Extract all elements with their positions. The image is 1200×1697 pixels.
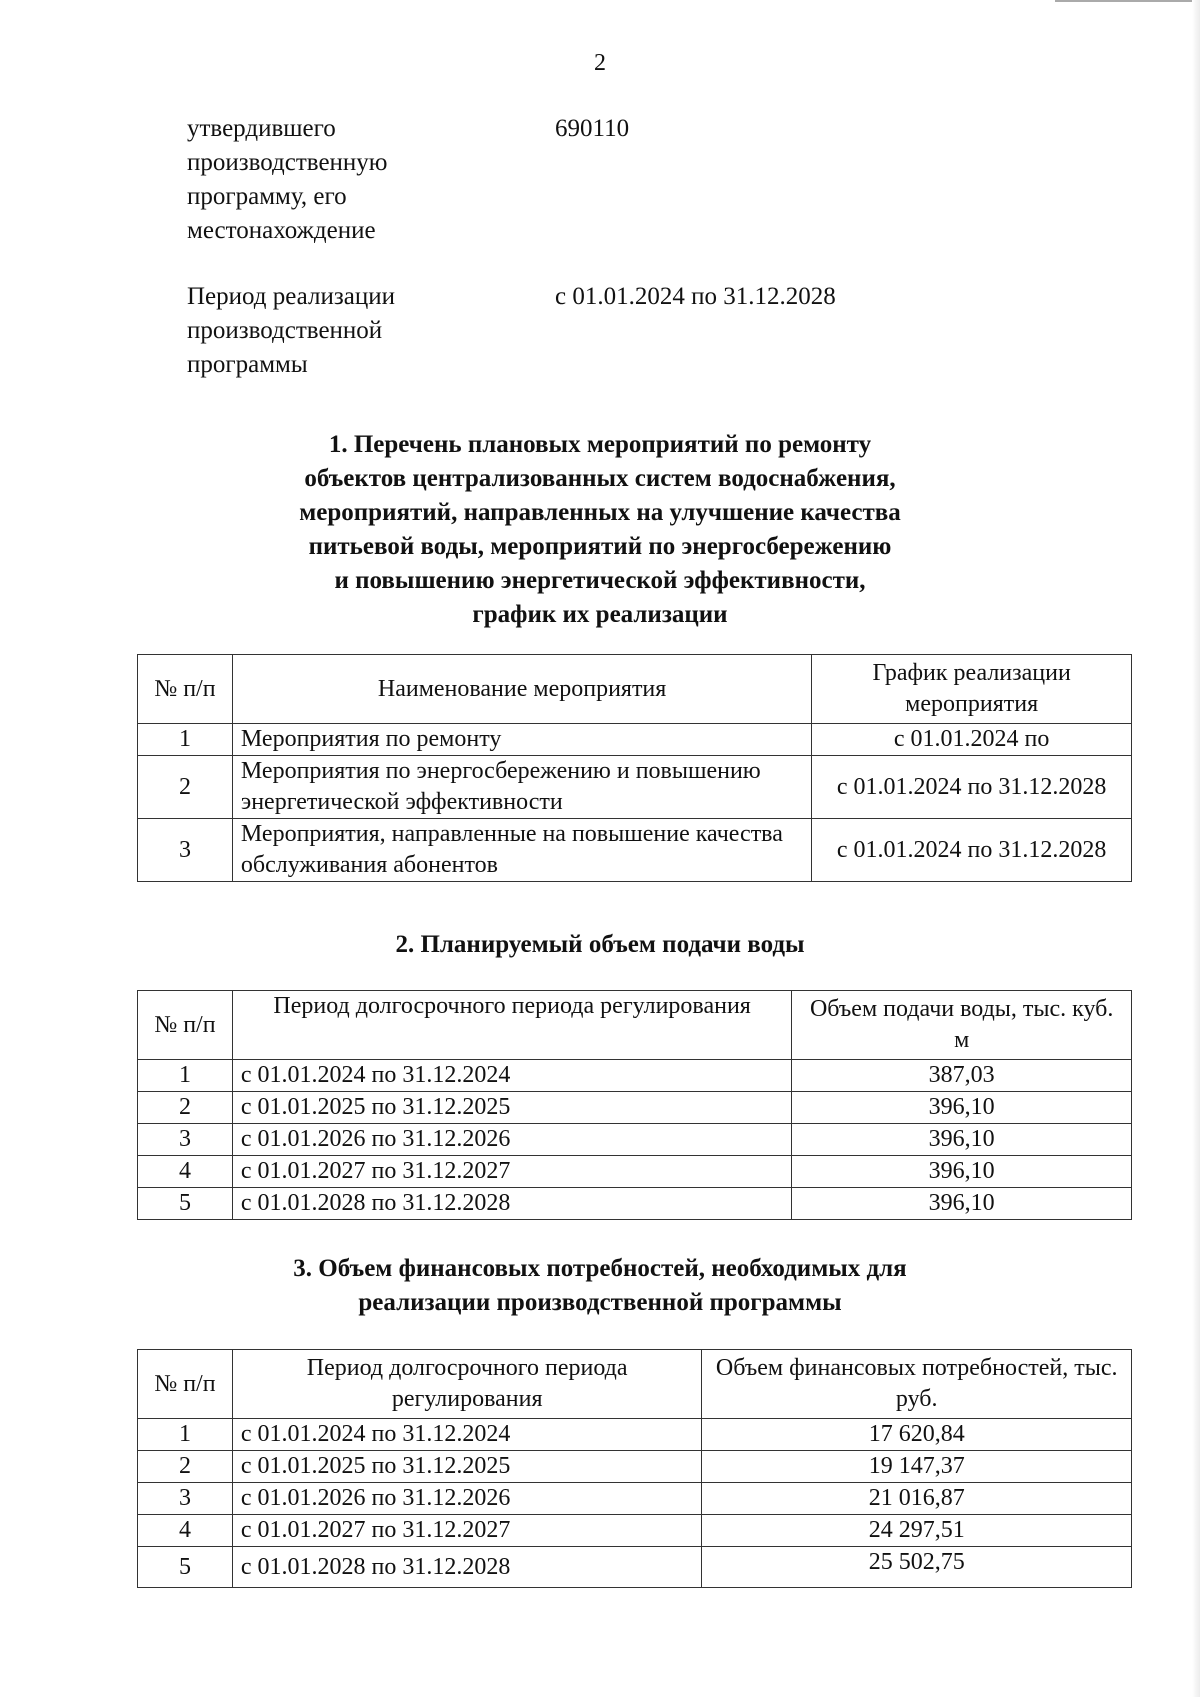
table-row (138, 819, 1132, 882)
info-value: с 01.01.2024 по 31.12.2028 (555, 283, 836, 310)
cell-volume: 396,10 (792, 1188, 1132, 1220)
heading-line: график их реализации (472, 601, 728, 628)
cell-num: 2 (138, 756, 233, 819)
table-row (138, 1188, 1132, 1220)
table-row (138, 1419, 1132, 1451)
header-volume: Объем подачи воды, тыс. куб. м (792, 991, 1132, 1060)
section2-heading: 2. Планируемый объем подачи воды (395, 931, 805, 958)
cell-schedule: с 01.01.2024 по (812, 724, 1132, 756)
header-name: Наименование мероприятия (232, 655, 811, 724)
header-num: № п/п (138, 1350, 233, 1419)
cell-finance: 17 620,84 (702, 1419, 1132, 1451)
table-row (138, 1547, 1132, 1588)
table-row (138, 1060, 1132, 1092)
header-finance: Объем финансовых потребностей, тыс. руб. (702, 1350, 1132, 1419)
measures-table (137, 654, 1132, 882)
cell-num: 3 (138, 1483, 233, 1515)
table-row (138, 1515, 1132, 1547)
cell-num: 2 (138, 1451, 233, 1483)
header-schedule: График реализации мероприятия (812, 655, 1132, 724)
header-period: Период долгосрочного периода регулирования (232, 991, 791, 1060)
cell-period: с 01.01.2027 по 31.12.2027 (232, 1515, 702, 1547)
table-header-row (138, 655, 1132, 724)
heading-line: и повышению энергетической эффективности, (334, 567, 866, 594)
cell-schedule: с 01.01.2024 по 31.12.2028 (812, 756, 1132, 819)
cell-num: 5 (138, 1188, 233, 1220)
heading-line: мероприятий, направленных на улучшение качества (299, 499, 901, 526)
table-header-row (138, 1350, 1132, 1419)
scan-edge-shadow (1192, 0, 1200, 1697)
cell-num: 2 (138, 1092, 233, 1124)
header-period: Период долгосрочного периода регулирования (232, 1350, 702, 1419)
heading-line: объектов централизованных систем водоснабжения, (304, 465, 896, 492)
cell-num: 3 (138, 819, 233, 882)
financial-needs-table (137, 1349, 1132, 1588)
cell-volume: 396,10 (792, 1124, 1132, 1156)
info-value: 690110 (555, 115, 630, 142)
cell-period: с 01.01.2026 по 31.12.2026 (232, 1124, 791, 1156)
cell-finance: 19 147,37 (702, 1451, 1132, 1483)
cell-schedule: с 01.01.2024 по 31.12.2028 (812, 819, 1132, 882)
cell-period: с 01.01.2028 по 31.12.2028 (232, 1547, 702, 1588)
cell-num: 1 (138, 1419, 233, 1451)
cell-num: 4 (138, 1156, 233, 1188)
table-row (138, 1124, 1132, 1156)
cell-num: 3 (138, 1124, 233, 1156)
heading-line: 3. Объем финансовых потребностей, необходимых для (293, 1255, 907, 1282)
section3-heading (0, 1252, 1200, 1320)
table-row (138, 1092, 1132, 1124)
page-number: 2 (594, 50, 606, 76)
cell-num: 4 (138, 1515, 233, 1547)
table-row (138, 756, 1132, 819)
header-num: № п/п (138, 991, 233, 1060)
section1-heading (0, 428, 1200, 632)
table-row (138, 1483, 1132, 1515)
cell-name: Мероприятия, направленные на повышение качества обслуживания абонентов (232, 819, 811, 882)
cell-volume: 396,10 (792, 1092, 1132, 1124)
cell-period: с 01.01.2024 по 31.12.2024 (232, 1419, 702, 1451)
header-num: № п/п (138, 655, 233, 724)
cell-volume: 387,03 (792, 1060, 1132, 1092)
cell-num: 1 (138, 724, 233, 756)
scan-edge-line (1055, 0, 1200, 2)
heading-line: реализации производственной программы (358, 1289, 842, 1316)
cell-period: с 01.01.2027 по 31.12.2027 (232, 1156, 791, 1188)
cell-num: 1 (138, 1060, 233, 1092)
table-row (138, 1451, 1132, 1483)
cell-finance: 25 502,75 (702, 1547, 1132, 1588)
cell-period: с 01.01.2028 по 31.12.2028 (232, 1188, 791, 1220)
heading-line: 1. Перечень плановых мероприятий по ремонту (328, 431, 872, 458)
cell-period: с 01.01.2025 по 31.12.2025 (232, 1092, 791, 1124)
table-row (138, 1156, 1132, 1188)
cell-period: с 01.01.2024 по 31.12.2024 (232, 1060, 791, 1092)
table-row (138, 724, 1132, 756)
cell-volume: 396,10 (792, 1156, 1132, 1188)
cell-name: Мероприятия по энергосбережению и повышению энергетической эффективности (232, 756, 811, 819)
cell-period: с 01.01.2025 по 31.12.2025 (232, 1451, 702, 1483)
info-label: Период реализации производственной программы (187, 283, 395, 378)
info-label: утвердившего производственную программу, его местонахождение (187, 115, 388, 244)
cell-period: с 01.01.2026 по 31.12.2026 (232, 1483, 702, 1515)
water-volume-table (137, 990, 1132, 1220)
cell-num: 5 (138, 1547, 233, 1588)
cell-finance: 24 297,51 (702, 1515, 1132, 1547)
cell-finance: 21 016,87 (702, 1483, 1132, 1515)
heading-line: питьевой воды, мероприятий по энергосбережению (308, 533, 892, 560)
table-header-row (138, 991, 1132, 1060)
cell-name: Мероприятия по ремонту (232, 724, 811, 756)
